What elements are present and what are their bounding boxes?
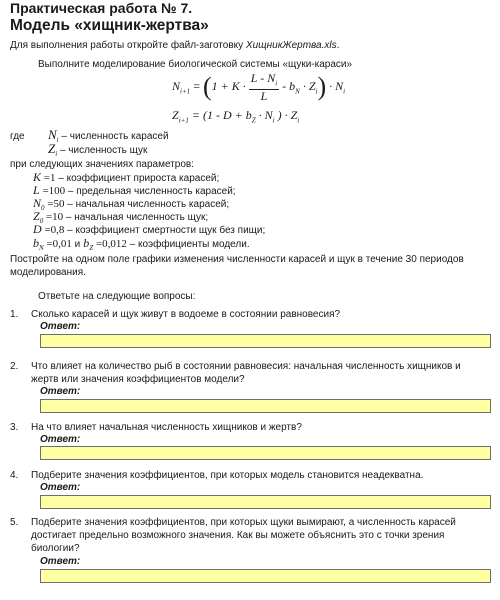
param-l-desc: – предельная численность карасей; (65, 186, 236, 197)
param-n0-sub: 0 (41, 204, 45, 212)
question-2-number: 2. (10, 361, 19, 372)
param-k-val: =1 (41, 172, 56, 184)
param-k-desc: – коэффициент прироста карасей; (55, 173, 220, 184)
coef-bz-val: =0,012 (93, 238, 127, 250)
param-n0-sym: N (33, 196, 42, 210)
param-d (33, 223, 265, 237)
def-n-sym: N (48, 127, 57, 142)
questions-intro: Ответьте на следующие вопросы: (38, 291, 196, 302)
coef-bn-sym: b (33, 236, 39, 250)
f1-fraction (249, 72, 279, 102)
f1-mid-sub: N (295, 87, 300, 96)
f1-tail: · N (329, 78, 344, 93)
param-d-desc: – коэффициент смертности щук без пищи; (64, 225, 266, 236)
def-z-sym: Z (48, 141, 56, 156)
param-k-sym: K (33, 170, 42, 184)
param-l-sym: L (33, 183, 40, 197)
param-l-val: =100 (39, 185, 66, 197)
param-l (33, 184, 236, 198)
f1-close-paren: ) (317, 72, 327, 102)
formula-prey (172, 72, 345, 102)
answer-2-field[interactable] (40, 399, 491, 413)
f1-mid2: · Z (302, 78, 316, 93)
def-z-sub: i (55, 150, 58, 158)
coef-bz-sym: b (80, 236, 90, 250)
f1-eq: = (193, 78, 203, 93)
def-n-sub: i (56, 136, 59, 144)
coef-bn-val: =0,01 (43, 238, 75, 250)
task-line-1: Постройте на одном поле графики изменения численности карасей и щук в течение 30 периодов (10, 254, 464, 265)
params-intro: при следующих значениях параметров: (10, 159, 194, 170)
question-2-line-2: жертв или значения коэффициентов модели? (31, 374, 245, 385)
question-3-text: На что влияет начальная численность хищников и жертв? (31, 422, 302, 433)
page-title: Практическая работа № 7. (10, 0, 193, 16)
answer-2-label: Ответ: (40, 386, 81, 397)
param-z0-sub: 0 (39, 217, 44, 225)
param-d-val: =0,8 (41, 224, 65, 236)
question-5-number: 5. (10, 517, 19, 528)
page-subtitle: Модель «хищник-жертва» (10, 17, 209, 34)
def-n-desc: – численность карасей (58, 131, 169, 142)
intro-suffix: . (336, 40, 340, 51)
coef-bz-sub: Z (89, 244, 94, 252)
f1-mid: - b (282, 78, 296, 93)
param-z0-sym: Z (33, 209, 40, 223)
answer-3-field[interactable] (40, 446, 491, 460)
answer-5-label: Ответ: (40, 556, 81, 567)
f1-lhs-sub: i+1 (180, 87, 191, 96)
param-z0-desc: – начальная численность щук; (63, 212, 209, 223)
instruction-line: Выполните моделирование биологической системы «щуки-караси» (38, 59, 353, 70)
param-n0-desc: – начальная численность карасей; (64, 199, 230, 210)
answer-4-label: Ответ: (40, 482, 81, 493)
f2-rhs3-sub: i (297, 116, 300, 125)
f1-one: 1 + K · (211, 78, 246, 93)
param-k (33, 171, 219, 185)
coef-desc: – коэффициенты модели. (126, 239, 250, 250)
question-1-number: 1. (10, 309, 19, 320)
question-3-number: 3. (10, 422, 19, 433)
answer-1-label: Ответ: (40, 321, 81, 332)
f2-lhs: Z (172, 108, 179, 122)
task-line-2: моделирования. (10, 267, 86, 278)
param-z0-val: =10 (43, 211, 64, 223)
coef-bn-sub: N (39, 244, 44, 252)
question-5-line-2: достигает предельно возможного значения. Как вы можете объяснить это с точки зрения (31, 530, 445, 541)
f2-rhs: = (1 - D + b (191, 108, 252, 122)
f1-lhs: N (172, 78, 181, 93)
intro-prefix: Для выполнения работы откройте файл-заготовку (10, 40, 246, 51)
param-d-sym: D (33, 222, 42, 236)
question-5-line-1: Подберите значения коэффициентов, при которых щуки вымирают, а численность карасей (31, 517, 456, 528)
coef-and: и (74, 239, 81, 250)
f2-lhs-sub: i+1 (178, 116, 189, 125)
f1-num: L - N (250, 71, 276, 85)
intro-filename: ХищникЖертва.xls (245, 40, 337, 51)
question-5-line-3: биологии? (31, 543, 80, 554)
question-4-number: 4. (10, 470, 19, 481)
intro-line (10, 39, 339, 52)
def-z-desc: – численность щук (57, 145, 148, 156)
question-4-text: Подберите значения коэффициентов, при которых модель становится неадекватна. (31, 470, 424, 481)
question-1-text: Сколько карасей и щук живут в водоеме в состоянии равновесия? (31, 309, 341, 320)
f2-rhs2: · N (258, 108, 273, 122)
f1-num-sub: i (275, 79, 278, 88)
question-2-line-1: Что влияет на количество рыб в состоянии равновесия: начальная численность хищников и (31, 361, 461, 372)
f1-den: L (260, 89, 268, 104)
f1-tail-sub: i (343, 87, 346, 96)
where-label: где (10, 131, 25, 142)
answer-5-field[interactable] (40, 569, 491, 583)
answer-4-field[interactable] (40, 495, 491, 509)
answer-3-label: Ответ: (40, 434, 81, 445)
f1-open-paren: ( (202, 72, 212, 102)
f2-rhs3: ) · Z (277, 108, 298, 122)
f2-rhs-sub: Z (251, 116, 256, 125)
formula-predator (172, 108, 299, 124)
param-n0-val: =50 (44, 198, 65, 210)
f2-rhs2-sub: i (272, 116, 275, 125)
answer-1-field[interactable] (40, 334, 491, 348)
f1-mid2-sub: i (315, 87, 318, 96)
